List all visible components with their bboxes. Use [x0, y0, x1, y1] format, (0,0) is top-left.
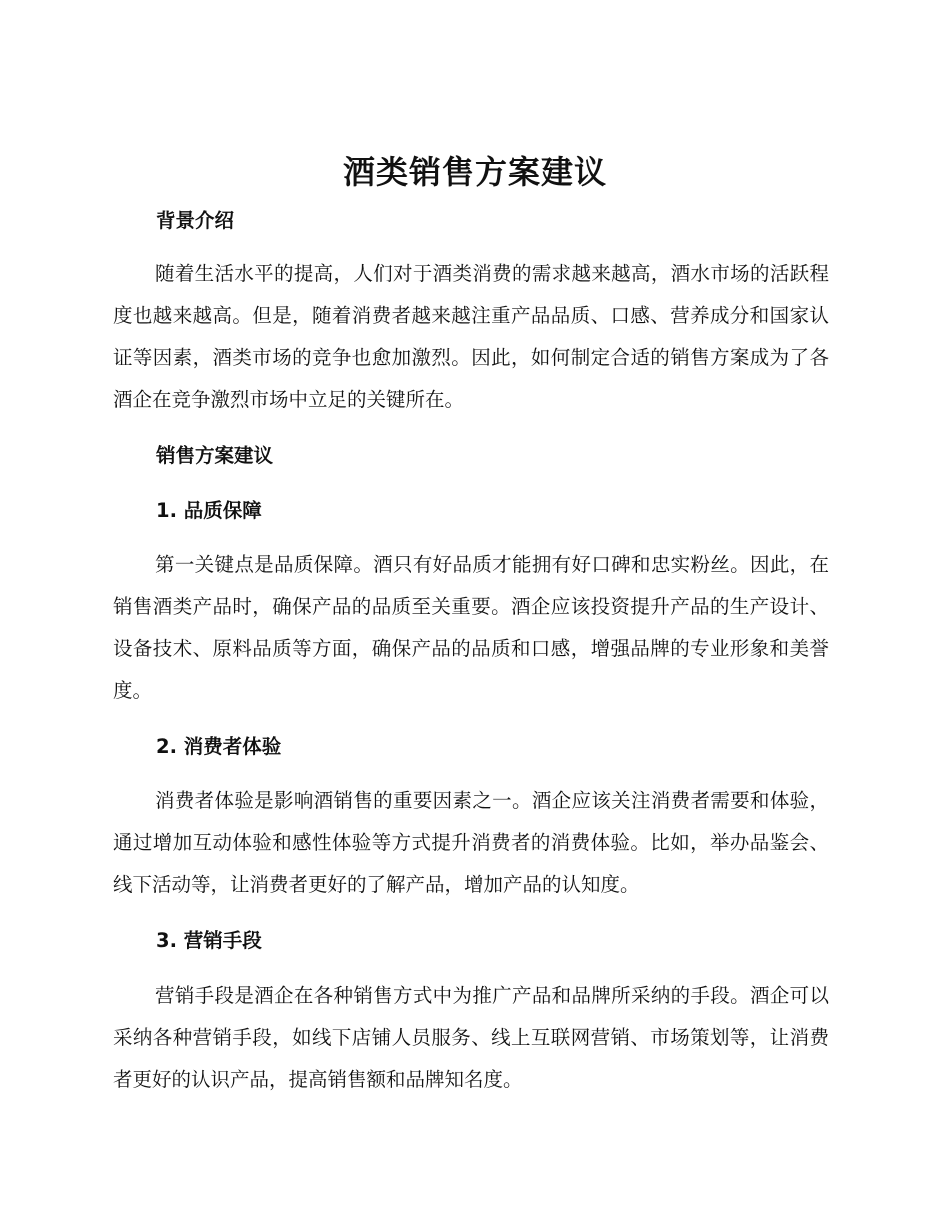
- paragraph-quality-assurance: 第一关键点是品质保障。酒只有好品质才能拥有好口碑和忠实粉丝。因此，在销售酒类产品时，确保产品的品质至关重要。酒企应该投资提升产品的生产设计、设备技术、原料品质等方面，确保产品的品质和口感，增强品牌的专业形象和美誉度。: [113, 553, 829, 702]
- document-title: 酒类销售方案建议: [342, 153, 607, 191]
- paragraph-consumer-experience: 消费者体验是影响酒销售的重要因素之一。酒企应该关注消费者需要和体验，通过增加互动体验和感性体验等方式提升消费者的消费体验。比如，举办品鉴会、线下活动等，让消费者更好的了解产品，增加产品的认知度。: [113, 789, 829, 896]
- section-heading-sales-proposals: 销售方案建议: [156, 444, 274, 467]
- section-heading-quality-assurance: 1. 品质保障: [156, 499, 262, 522]
- paragraph-background: 随着生活水平的提高，人们对于酒类消费的需求越来越高，酒水市场的活跃程度也越来越高。但是，随着消费者越来越注重产品品质、口感、营养成分和国家认证等因素，酒类市场的竞争也愈加激烈。因此，如何制定合适的销售方案成为了各酒企在竞争激烈市场中立足的关键所在。: [113, 262, 829, 411]
- section-heading-marketing-means: 3. 营销手段: [156, 929, 262, 952]
- paragraph-marketing-means: 营销手段是酒企在各种销售方式中为推广产品和品牌所采纳的手段。酒企可以采纳各种营销手段，如线下店铺人员服务、线上互联网营销、市场策划等，让消费者更好的认识产品，提高销售额和品牌知名度。: [113, 984, 829, 1091]
- section-heading-background: 背景介绍: [156, 209, 235, 232]
- section-heading-consumer-experience: 2. 消费者体验: [156, 735, 282, 758]
